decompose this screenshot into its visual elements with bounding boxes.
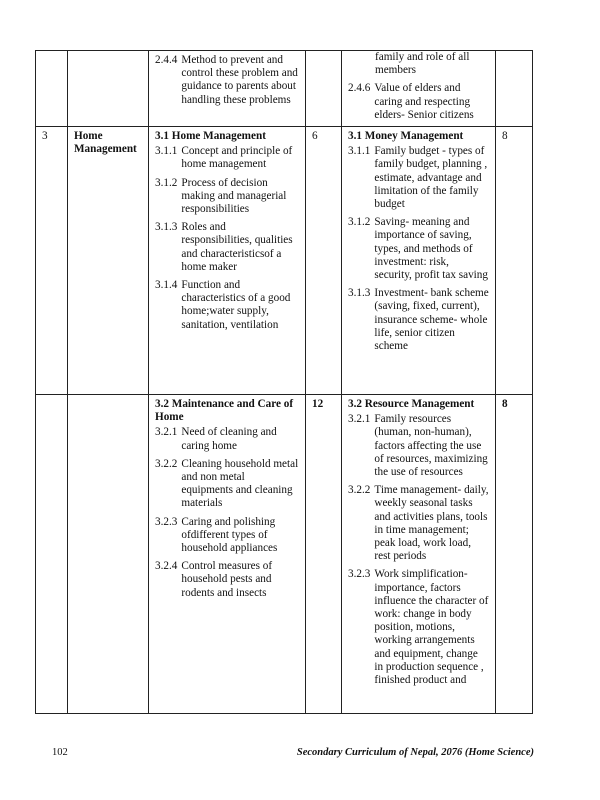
item-number: 2.4.4 [155,54,178,66]
item-text: family and role of all members [375,51,470,77]
cell-sn-empty [36,395,68,714]
item-number: 3.1.2 [155,176,178,189]
cell-hours-empty [496,51,533,127]
list-item [155,560,299,600]
cell-sn: 3 [36,127,68,395]
cell-hours: 12 [306,395,342,714]
item-text: Family resources (human, non-human), factors affecting the use of resources, maximizing the use of resources [374,413,488,479]
item-number: 3.1.3 [348,287,371,300]
item-number: 3.2.2 [155,457,178,470]
cell-area-empty [68,51,149,127]
item-text: Concept and principle of home management [181,145,293,171]
list-item [155,426,299,452]
item-text: Time management- daily, weekly seasonal tasks and activities plans, tools in time management; peak load, work load, rest periods [374,484,489,563]
item-number: 3.2.1 [348,413,371,426]
item-text: Need of cleaning and caring home [181,426,277,452]
list-item [155,458,299,511]
unit-title: 3.1 Money Management [348,130,464,143]
footer-title: Secondary Curriculum of Nepal, 2076 (Home Science) [296,747,534,758]
item-number: 3.2.1 [155,426,178,439]
item-number: 3.2.4 [155,560,178,573]
list-item [348,82,489,122]
list-item [348,287,489,353]
item-number: 2.4.6 [348,82,371,95]
item-text: Investment- bank scheme (saving, fixed, current), insurance scheme- whole life, senior citizen scheme [374,287,489,353]
list-item [155,145,299,171]
item-number: 3.1.3 [155,221,178,234]
list-item [348,413,489,479]
item-text: Roles and responsibilities, qualities and characteristicsof a home maker [181,221,293,273]
item-text: Function and characteristics of a good home;water supply, sanitation, ventilation [181,279,291,331]
cell-content-left [149,51,306,127]
cell-hours: 6 [306,127,342,395]
item-text: Saving- meaning and importance of saving, types, and methods of investment: risk, security, profit tax saving [374,216,488,282]
cell-content-left [149,395,306,714]
curriculum-table [35,50,533,714]
item-text: Method to prevent and control these problem and guidance to parents about handling these problems [181,54,298,106]
table-row-continuation [36,51,533,127]
cell-area: Home Management [68,127,149,395]
list-item [155,177,299,217]
cell-content-left [149,127,306,395]
item-number: 3.2.3 [348,568,371,581]
cell-hours: 8 [496,127,533,395]
item-text: Cleaning household metal and non metal equipments and cleaning materials [181,457,299,510]
list-item [155,516,299,556]
cell-content-right [342,395,496,714]
unit-title: 3.2 Resource Management [348,398,475,411]
item-text: Family budget - types of family budget, planning , estimate, advantage and limitation of the family budget [374,145,488,211]
list-item [155,279,299,332]
item-text: Value of elders and caring and respecting elders- Senior citizens [374,82,474,121]
cell-area-empty [68,395,149,714]
table-row-home-management [36,127,533,395]
cell-content-right [342,127,496,395]
item-text: Caring and polishing ofdifferent types of household appliances [181,515,278,555]
cell-content-right [342,51,496,127]
list-item [348,51,489,77]
table-row-maintenance [36,395,533,714]
unit-title: 3.2 Maintenance and Care of Home [155,398,294,424]
list-item [155,221,299,274]
item-number: 3.1.1 [155,145,178,158]
item-number: 3.1.4 [155,279,178,292]
unit-title: 3.1 Home Management [155,130,266,143]
item-text: Control measures of household pests and rodents and insects [181,560,273,599]
item-text: Work simplification- importance, factors influence the character of work: change in body position, motions, working arrangements and equipment, change in production sequence , finished product and [374,568,489,687]
item-number: 3.1.2 [348,216,371,229]
cell-hours: 8 [496,395,533,714]
list-item [155,54,299,107]
item-number: 3.2.3 [155,515,178,528]
list-item [348,216,489,282]
cell-hours-empty [306,51,342,127]
cell-sn-empty [36,51,68,127]
item-number: 3.1.1 [348,145,371,158]
item-text: Process of decision making and managerial responsibilities [181,176,287,216]
list-item [348,484,489,563]
item-number: 3.2.2 [348,484,371,497]
list-item [348,145,489,211]
page-number: 102 [52,747,68,758]
list-item [348,568,489,687]
item-number-spacer [348,51,375,77]
